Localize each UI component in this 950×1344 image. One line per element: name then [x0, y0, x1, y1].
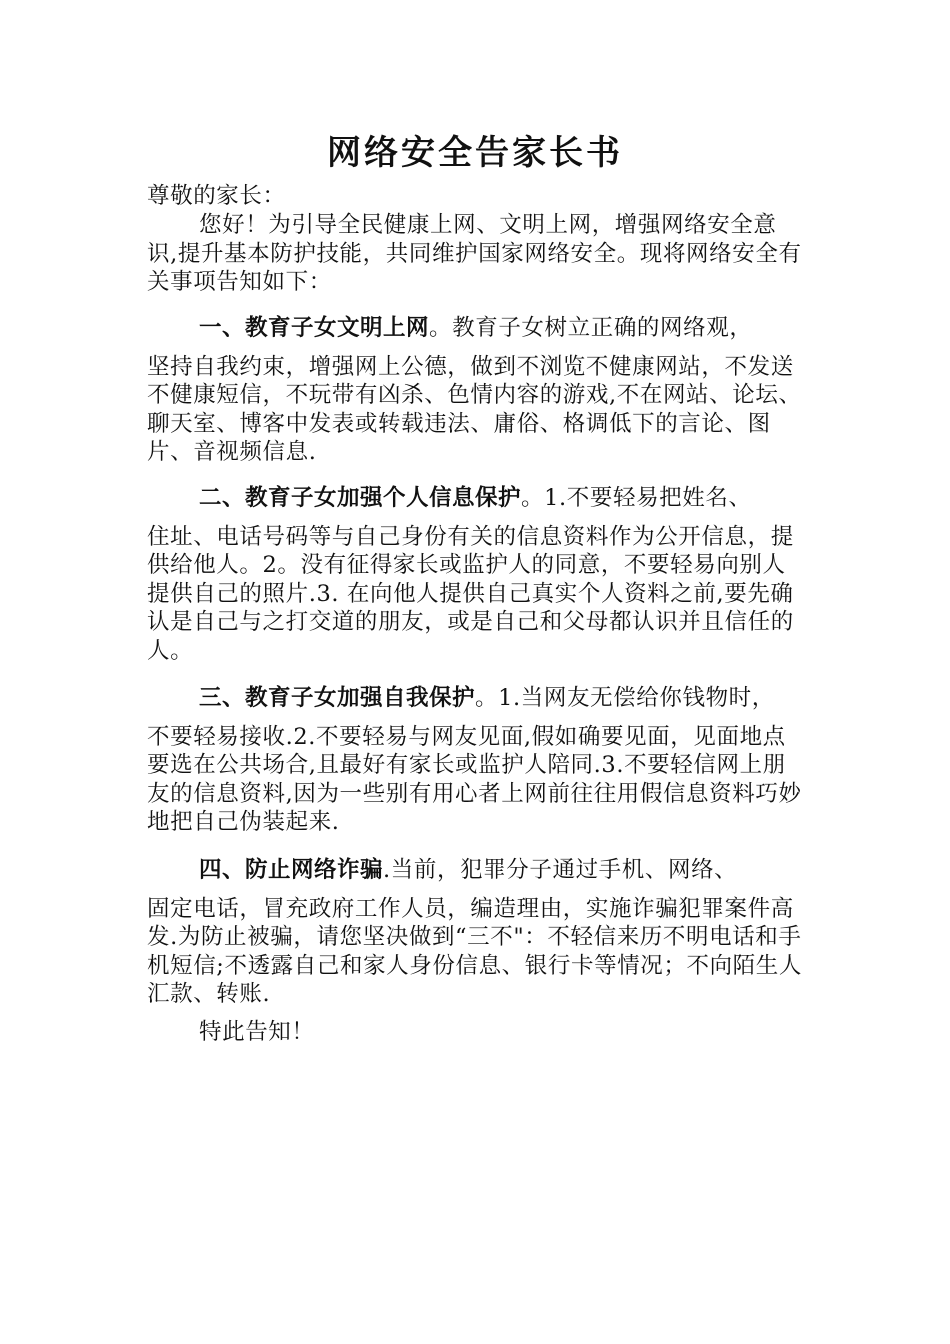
greeting: 尊敬的家长：	[147, 183, 286, 209]
section-1-body: 坚持自我约束，增强网上公德，做到不浏览不健康网站，不发送不健康短信，不玩带有凶杀、色情内容的游戏,不在网站、论坛、聊天室、博客中发表或转载违法、庸俗、格调低下的言论、图片、音视频信息.	[147, 353, 802, 465]
section-2	[147, 484, 807, 665]
section-1-heading: 一、教育子女文明上网	[199, 315, 430, 341]
section-4-first-line: .当前，犯罪分子通过手机、网络、	[383, 857, 738, 883]
section-4-body: 固定电话，冒充政府工作人员，编造理由，实施诈骗犯罪案件高发.为防止被骗，请您坚决做到“三不"：不轻信来历不明电话和手机短信;不透露自己和家人身份信息、银行卡等情况；不向陌生人汇款、转账.	[147, 895, 802, 1007]
section-3	[147, 684, 807, 837]
section-2-heading: 二、教育子女加强个人信息保护	[199, 485, 522, 511]
section-4-heading: 四、防止网络诈骗	[199, 857, 384, 883]
closing-line: 特此告知！	[199, 1019, 315, 1045]
section-2-first-line: 。1.不要轻易把姓名、	[521, 485, 752, 511]
document-title: 网络安全告家长书	[327, 133, 623, 173]
section-1-first-line: 。教育子女树立正确的网络观，	[429, 315, 753, 341]
section-1	[147, 314, 807, 467]
section-4	[147, 856, 807, 1009]
section-2-body: 住址、电话号码等与自己身份有关的信息资料作为公开信息，提供给他人。2。没有征得家长或监护人的同意，不要轻易向别人提供自己的照片.3. 在向他人提供自己真实个人资料之前,要先确认是自己与之打交道的朋友，或是自己和父母都认识并且信任的人。	[147, 523, 794, 664]
section-3-first-line: 。1.当网友无偿给你钱物时，	[475, 685, 775, 711]
intro-paragraph: 您好！为引导全民健康上网、文明上网，增强网络安全意识,提升基本防护技能，共同维护国家网络安全。现将网络安全有关事项告知如下：	[147, 212, 802, 295]
section-3-body: 不要轻易接收.2.不要轻易与网友见面,假如确要见面，见面地点要选在公共场合,且最好有家长或监护人陪同.3.不要轻信网上朋友的信息资料,因为一些别有用心者上网前往往用假信息资料巧妙地把自己伪装起来.	[147, 723, 802, 835]
section-3-heading: 三、教育子女加强自我保护	[199, 685, 476, 711]
